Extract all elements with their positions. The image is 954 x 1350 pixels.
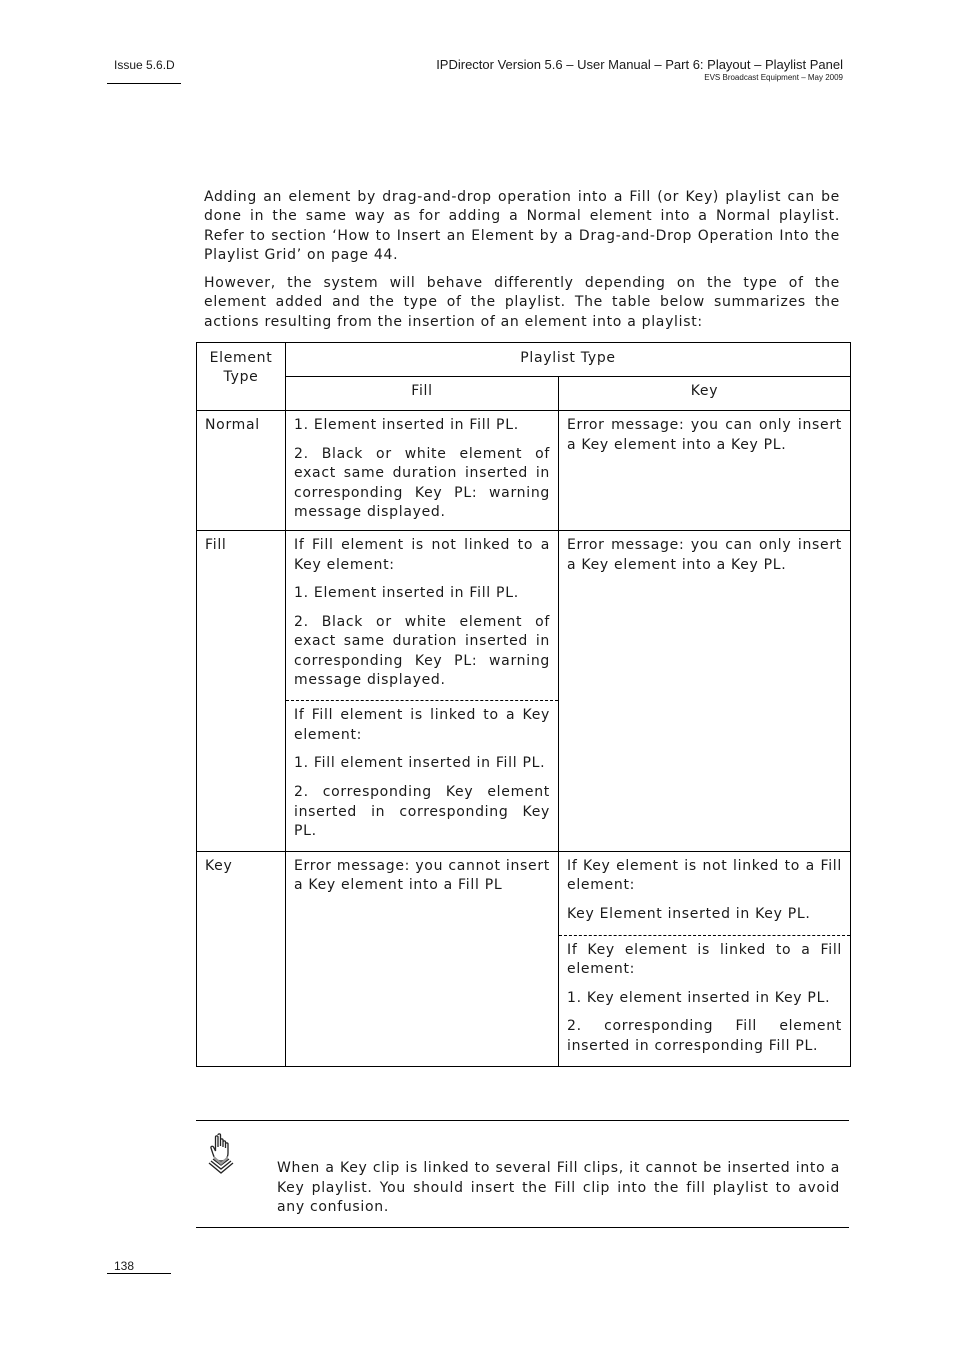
cell-text: 1. Fill element inserted in Fill PL.: [294, 755, 546, 772]
table-row-normal: [197, 411, 851, 531]
header-element-type: Element Type: [197, 343, 286, 411]
cell-text: If Key element is not linked to a Fill element:: [567, 858, 842, 894]
table-subheader-row: [197, 377, 851, 411]
table-header-row: [197, 343, 851, 377]
document-title: IPDirector Version 5.6 – User Manual – Part 6: Playout – Playlist Panel: [436, 57, 843, 72]
issue-label: Issue 5.6.D: [114, 58, 175, 72]
cell-normal-fill: [286, 411, 559, 531]
note-bottom-rule: [196, 1227, 849, 1228]
cell-text: If Key element is linked to a Fill element:: [567, 941, 842, 977]
intro-paragraph: Adding an element by drag-and-drop operation into a Fill (or Key) playlist can be done in the same way as for adding a Normal element into a Normal playlist. Refer to section ‘How to Insert an Element by a Drag-and-Drop Operation Into the Playlist Grid’ on page 44.: [204, 189, 840, 263]
note-text: When a Key clip is linked to several Fill clips, it cannot be inserted into a Key playlist. You should insert the Fill clip into the fill playlist to avoid any confusion.: [277, 1160, 840, 1216]
cell-text: Error message: you can only insert a Key element into a Key PL.: [567, 417, 842, 453]
dashed-divider: [559, 935, 850, 1066]
header-playlist-type: Playlist Type: [286, 343, 851, 377]
cell-text: 2. corresponding Fill element inserted in corresponding Fill PL.: [567, 1018, 842, 1054]
row-label-normal: Normal: [197, 411, 286, 531]
cell-text: 2. corresponding Key element inserted in corresponding Key PL.: [294, 784, 550, 839]
cell-text: 1. Element inserted in Fill PL.: [294, 585, 519, 602]
summary-paragraph: However, the system will behave differently depending on the type of the element added and the type of the playlist. The table below summarizes the actions resulting from the insertion of an element into a playlist:: [204, 275, 840, 330]
table-row-key: [197, 852, 851, 1067]
header-left-rule: [107, 83, 181, 84]
table-row-fill: [197, 531, 851, 852]
cell-fill-key: [559, 531, 851, 852]
note-hand-icon: [204, 1132, 238, 1174]
cell-text: 1. Key element inserted in Key PL.: [567, 989, 831, 1006]
page-number-rule: [107, 1273, 171, 1274]
cell-key-key: [559, 852, 851, 1067]
note-top-rule: [196, 1120, 849, 1121]
cell-text: 1. Element inserted in Fill PL.: [294, 417, 519, 434]
cell-key-fill: [286, 852, 559, 1067]
header-fill: Fill: [286, 377, 559, 411]
header-key: Key: [559, 377, 851, 411]
page-number: 138: [114, 1259, 135, 1273]
cell-normal-key: [559, 411, 851, 531]
insertion-behavior-table: [196, 342, 851, 1067]
cell-text: 2. Black or white element of exact same duration inserted in corresponding Key PL: warning message displayed.: [294, 446, 550, 520]
row-label-key: Key: [197, 852, 286, 1067]
cell-text: Error message: you can only insert a Key element into a Key PL.: [567, 537, 842, 573]
cell-fill-fill: [286, 531, 559, 852]
cell-text: If Fill element is not linked to a Key element:: [294, 537, 550, 573]
cell-text: 2. Black or white element of exact same duration inserted in corresponding Key PL: warning message displayed.: [294, 614, 550, 689]
document-header: [436, 57, 843, 83]
cell-text: If Fill element is linked to a Key element:: [294, 707, 550, 743]
document-subtitle: EVS Broadcast Equipment – May 2009: [704, 73, 843, 82]
cell-text: Key Element inserted in Key PL.: [567, 906, 811, 923]
cell-text: Error message: you cannot insert a Key element into a Fill PL: [294, 858, 550, 894]
row-label-fill: Fill: [197, 531, 286, 852]
dashed-divider: [286, 700, 558, 851]
